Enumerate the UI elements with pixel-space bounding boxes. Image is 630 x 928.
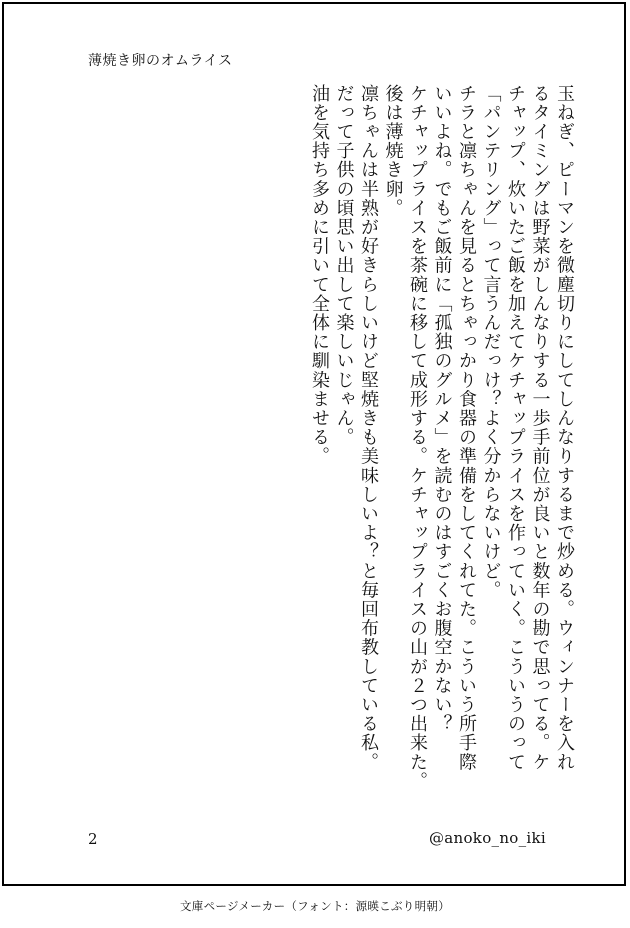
text-line: 油を気持ち多めに引いて全体に馴染ませる。 xyxy=(309,84,330,466)
text-line: るタイミングは野菜がしんなりする一歩手前位が良いと数年の勘で思ってる。ケ xyxy=(529,84,551,772)
text-line: 玉ねぎ、ピーマンを微塵切りにしてしんなりするまで炒める。ウィンナーを入れ xyxy=(554,84,575,772)
text-line: 後は薄焼き卵。 xyxy=(382,84,404,218)
text-line: 凛ちゃんは半熟が好きらしいけど堅焼きも美味しいよ？と毎回布教している私。 xyxy=(358,84,379,772)
text-line: チラと凛ちゃんを見るとちゃっかり食器の準備をしてくれてた。こういう所手際 xyxy=(456,84,477,772)
text-line: いいよね。でもご飯前に「孤独のグルメ」を読むのはすごくお腹空かない？ xyxy=(431,84,453,734)
footer-credit: 文庫ページメーカー（フォント：源暎こぶり明朝） xyxy=(179,899,451,913)
text-line: ケチャップライスを茶碗に移して成形する。ケチャップライスの山が２つ出来た。 xyxy=(407,84,428,791)
book-page xyxy=(2,2,626,886)
text-line: だって子供の頃思い出して楽しいじゃん。 xyxy=(333,84,355,447)
page-number: 2 xyxy=(88,830,98,848)
author-handle: @anoko_no_iki xyxy=(428,829,546,847)
vertical-body-text xyxy=(307,84,577,804)
running-title: 薄焼き卵のオムライス xyxy=(88,53,233,69)
text-line: 「パンテリング」って言うんだっけ？よく分からないけど。 xyxy=(480,84,502,600)
text-line: チャップ、炊いたご飯を加えてケチャップライスを作っていく。こういうのって xyxy=(505,84,526,772)
